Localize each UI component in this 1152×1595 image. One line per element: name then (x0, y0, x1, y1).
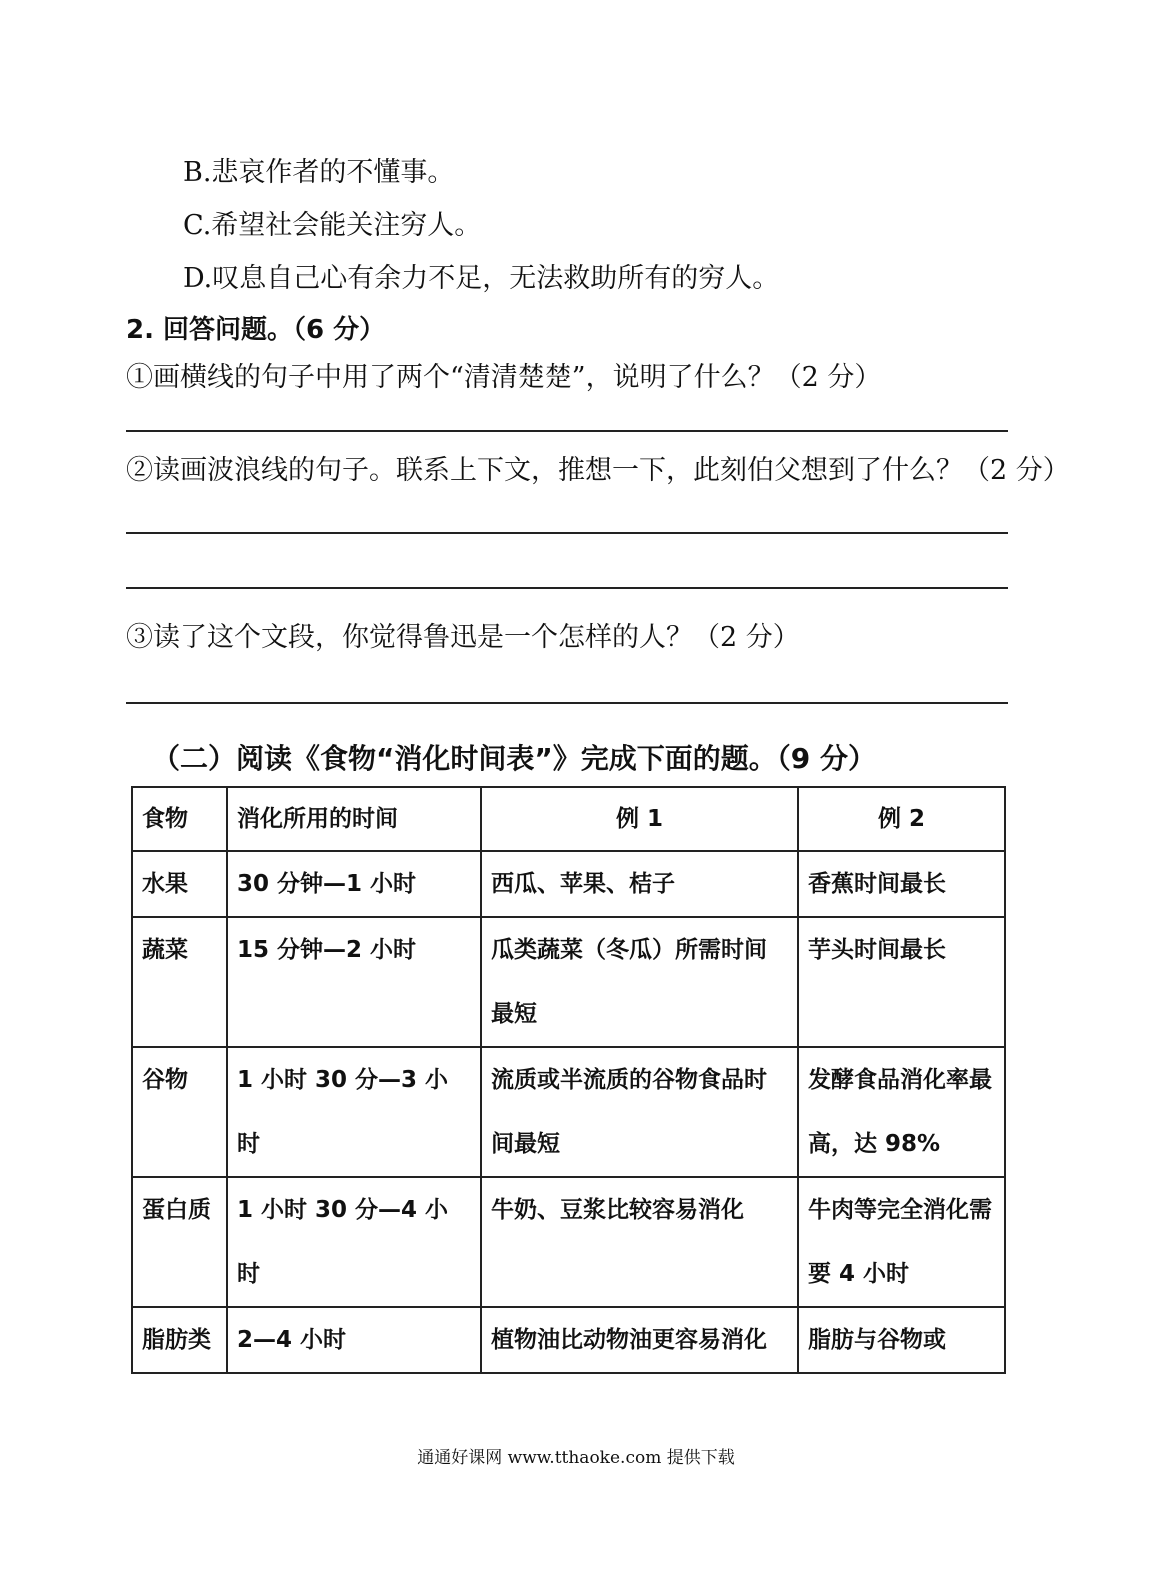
cell-time: 2—4 小时 (227, 1307, 481, 1373)
section2-title: （二）阅读《食物“消化时间表”》完成下面的题。（9 分） (152, 742, 877, 775)
cell-example1: 植物油比动物油更容易消化 (481, 1307, 798, 1373)
header-example1: 例 1 (481, 787, 798, 851)
table-header-row (132, 787, 1005, 851)
option-d: D.叹息自己心有余力不足，无法救助所有的穷人。 (183, 263, 780, 294)
cell-example1: 牛奶、豆浆比较容易消化 (481, 1177, 798, 1307)
digestion-table (131, 786, 1006, 1374)
question2-sub3: ③读了这个文段，你觉得鲁迅是一个怎样的人？（2 分） (126, 622, 800, 653)
cell-time: 15 分钟—2 小时 (227, 917, 481, 1047)
cell-example2: 芋头时间最长 (798, 917, 1005, 1047)
header-example2: 例 2 (798, 787, 1005, 851)
answer-line (126, 430, 1008, 432)
cell-time: 1 小时 30 分—4 小时 (227, 1177, 481, 1307)
option-b: B.悲哀作者的不懂事。 (183, 157, 455, 188)
question2-title: 2. 回答问题。（6 分） (126, 315, 386, 345)
question2-sub1: ①画横线的句子中用了两个“清清楚楚”，说明了什么？（2 分） (126, 362, 882, 393)
table-row (132, 851, 1005, 917)
cell-example1: 西瓜、苹果、桔子 (481, 851, 798, 917)
answer-line (126, 587, 1008, 589)
cell-example1: 流质或半流质的谷物食品时间最短 (481, 1047, 798, 1177)
footer-text: 通通好课网 www.tthaoke.com 提供下载 (417, 1448, 735, 1468)
cell-example2: 牛肉等完全消化需要 4 小时 (798, 1177, 1005, 1307)
cell-food: 蛋白质 (132, 1177, 227, 1307)
cell-example2: 香蕉时间最长 (798, 851, 1005, 917)
table-row (132, 917, 1005, 1047)
cell-time: 30 分钟—1 小时 (227, 851, 481, 917)
cell-food: 蔬菜 (132, 917, 227, 1047)
cell-food: 脂肪类 (132, 1307, 227, 1373)
table-row (132, 1307, 1005, 1373)
table-row (132, 1047, 1005, 1177)
cell-example2: 脂肪与谷物或 (798, 1307, 1005, 1373)
table-row (132, 1177, 1005, 1307)
answer-line (126, 702, 1008, 704)
cell-example2: 发酵食品消化率最高，达 98% (798, 1047, 1005, 1177)
option-c: C.希望社会能关注穷人。 (183, 210, 482, 241)
cell-time: 1 小时 30 分—3 小时 (227, 1047, 481, 1177)
header-food: 食物 (132, 787, 227, 851)
question2-sub2: ②读画波浪线的句子。联系上下文，推想一下，此刻伯父想到了什么？（2 分） (126, 455, 1070, 486)
answer-line (126, 532, 1008, 534)
cell-example1: 瓜类蔬菜（冬瓜）所需时间最短 (481, 917, 798, 1047)
cell-food: 谷物 (132, 1047, 227, 1177)
header-time: 消化所用的时间 (227, 787, 481, 851)
cell-food: 水果 (132, 851, 227, 917)
